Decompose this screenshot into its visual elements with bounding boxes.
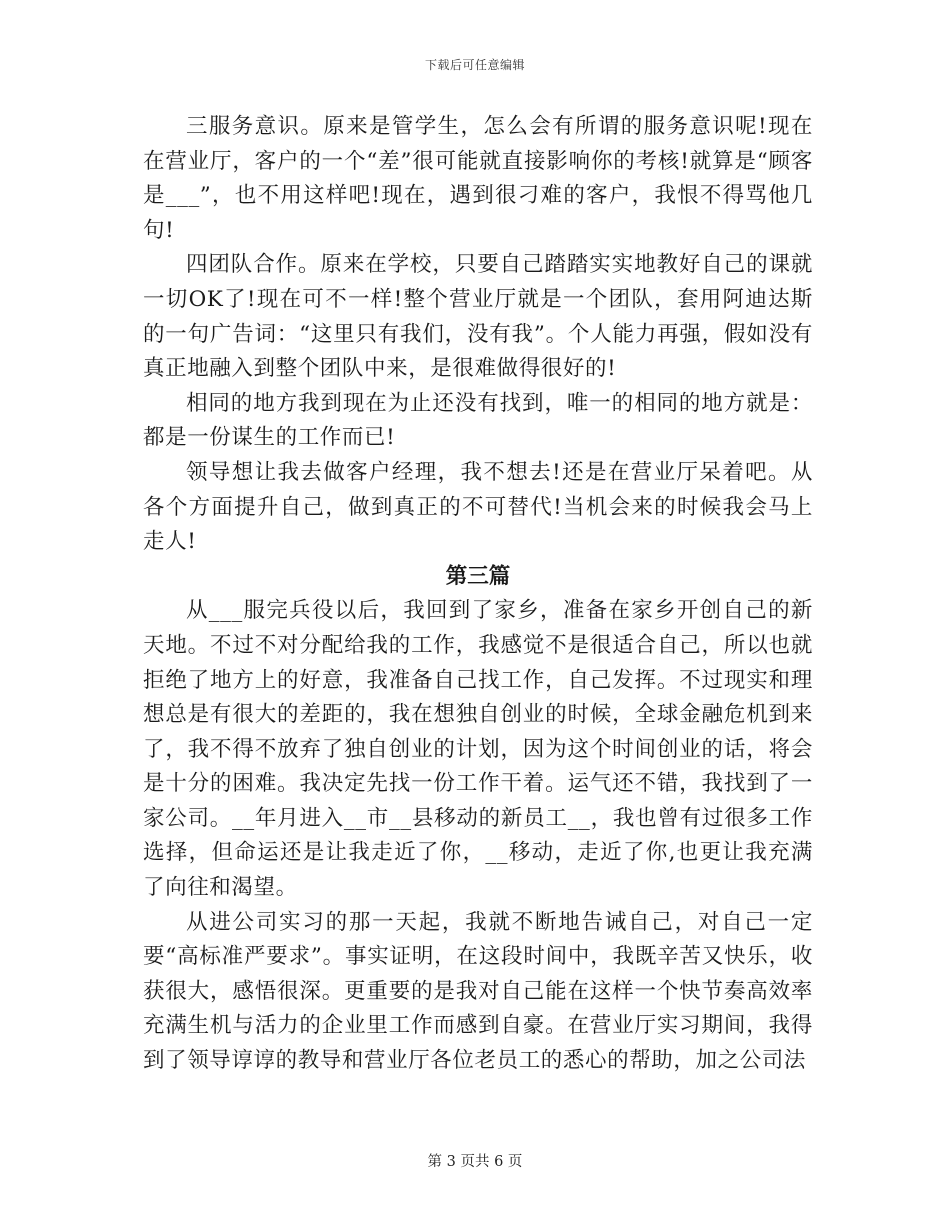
document-body	[143, 110, 813, 1079]
page-footer: 第 3 页共 6 页	[427, 1154, 523, 1170]
paragraph-teamwork: 四团队合作。原来在学校，只要自己踏踏实实地教好自己的课就一切OK了!现在可不一样!整个营业厅就是一个团队，套用阿迪达斯的一句广告词：“这里只有我们，没有我”。个人能力再强，假如没有真正地融入到整个团队中来，是很难做得很好的!	[143, 252, 813, 382]
paragraph-similarity: 相同的地方我到现在为止还没有找到，唯一的相同的地方就是：都是一份谋生的工作而已!	[143, 390, 813, 451]
page-header: 下载后可任意编辑	[424, 58, 525, 72]
paragraph-military-service: 从___服完兵役以后，我回到了家乡，准备在家乡开创自己的新天地。不过不对分配给我的工作，我感觉不是很适合自己，所以也就拒绝了地方上的好意，我准备自己找工作，自己发挥。不过现实和理想总是有很大的差距的，我在想独自创业的时候，全球金融危机到来了，我不得不放弃了独自创业的计划，因为这个时间创业的话，将会是十分的困难。我决定先找一份工作干着。运气还不错，我找到了一家公司。__年月进入__市__县移动的新员工__，我也曾有过很多工作选择，但命运还是让我走近了你，__移动，走近了你,也更让我充满了向往和渴望。	[143, 598, 813, 901]
paragraph-service-awareness: 三服务意识。原来是管学生，怎么会有所谓的服务意识呢!现在在营业厅，客户的一个“差”很可能就直接影响你的考核!就算是“顾客是___”，也不用这样吧!现在，遇到很刁难的客户，我恨不得骂他几句!	[143, 114, 813, 243]
section-title: 第三篇	[445, 563, 511, 589]
paragraph-internship: 从进公司实习的那一天起，我就不断地告诫自己，对自己一定要“高标准严要求”。事实证明，在这段时间中，我既辛苦又快乐，收获很大，感悟很深。更重要的是我对自己能在这样一个快节奏高效率充满生机与活力的企业里工作而感到自豪。在营业厅实习期间，我得到了领导谆谆的教导和营业厅各位老员工的悉心的帮助，加之公司法	[143, 909, 813, 1074]
paragraph-leader-suggestion: 领导想让我去做客户经理，我不想去!还是在营业厅呆着吧。从各个方面提升自己，做到真正的不可替代!当机会来的时候我会马上走人!	[143, 459, 813, 555]
